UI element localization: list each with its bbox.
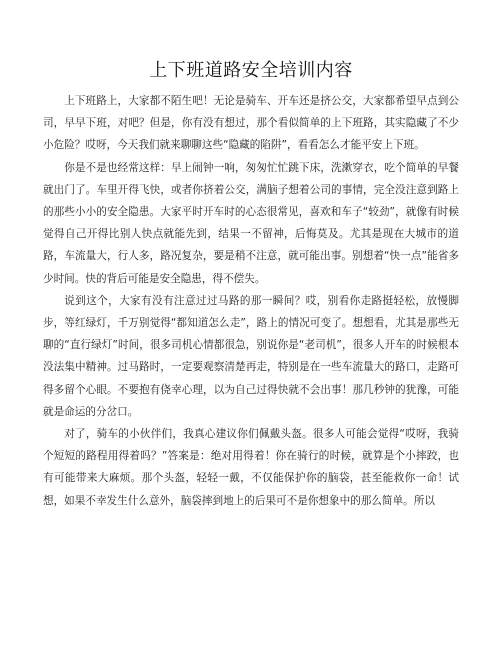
paragraph-3: 说到这个，大家有没有注意过过马路的那一瞬间？哎，别看你走路挺轻松，放慢脚步，等红绿灯，千万别觉得“都知道怎么走”，路上的情况可变了。想想看，尤其是那些无聊的“直行绿灯”时间，很多司机心情都很急，别说你是“老司机”，很多人开车的时候根本没法集中精神。过马路时，一定要观察清楚再走，特别是在一些车流量大的路口，走路可得多留个心眼。不要抱有侥幸心理，以为自己过得快就不会出事！那几秒钟的犹豫，可能就是命运的分岔口。 — [43, 294, 459, 418]
paragraph-2: 你是不是也经常这样：早上闹钟一响，匆匆忙忙跳下床，洗漱穿衣，吃个简单的早餐就出门了。车里开得飞快，或者你挤着公交，满脑子想着公司的事情，完全没注意到路上的那些小小的安全隐患。大家平时开车时的心态很常见，喜欢和车子“较劲”，就像有时候觉得自己开得比别人快点就能先到，结果一不留神，后悔莫及。尤其是现在大城市的道路，车流量大，行人多，路况复杂，要是稍不注意，就可能出事。别想着“快一点”能省多少时间。快的背后可能是安全隐患，得不偿失。 — [43, 161, 459, 285]
paragraph-4: 对了，骑车的小伙伴们，我真心建议你们佩戴头盔。很多人可能会觉得“哎呀，我骑个短短的路程用得着吗？”答案是：绝对用得着！你在骑行的时候，就算是个小摔跤，也有可能带来大麻烦。那个头盔，轻轻一戴，不仅能保护你的脑袋，甚至能救你一命！试想，如果不幸发生什么意外，脑袋摔到地上的后果可不是你想象中的那么简单。所以 — [43, 428, 459, 507]
document-title: 上下班道路安全培训内容 — [149, 60, 353, 81]
paragraph-1: 上下班路上，大家都不陌生吧！无论是骑车、开车还是挤公交，大家都希望早点到公司，早早下班，对吧？但是，你有没有想过，那个看似简单的上下班路，其实隐藏了不少小危险？哎呀，今天我们就来聊聊这些“隐藏的陷阱”，看看怎么才能平安上下班。 — [43, 95, 459, 152]
